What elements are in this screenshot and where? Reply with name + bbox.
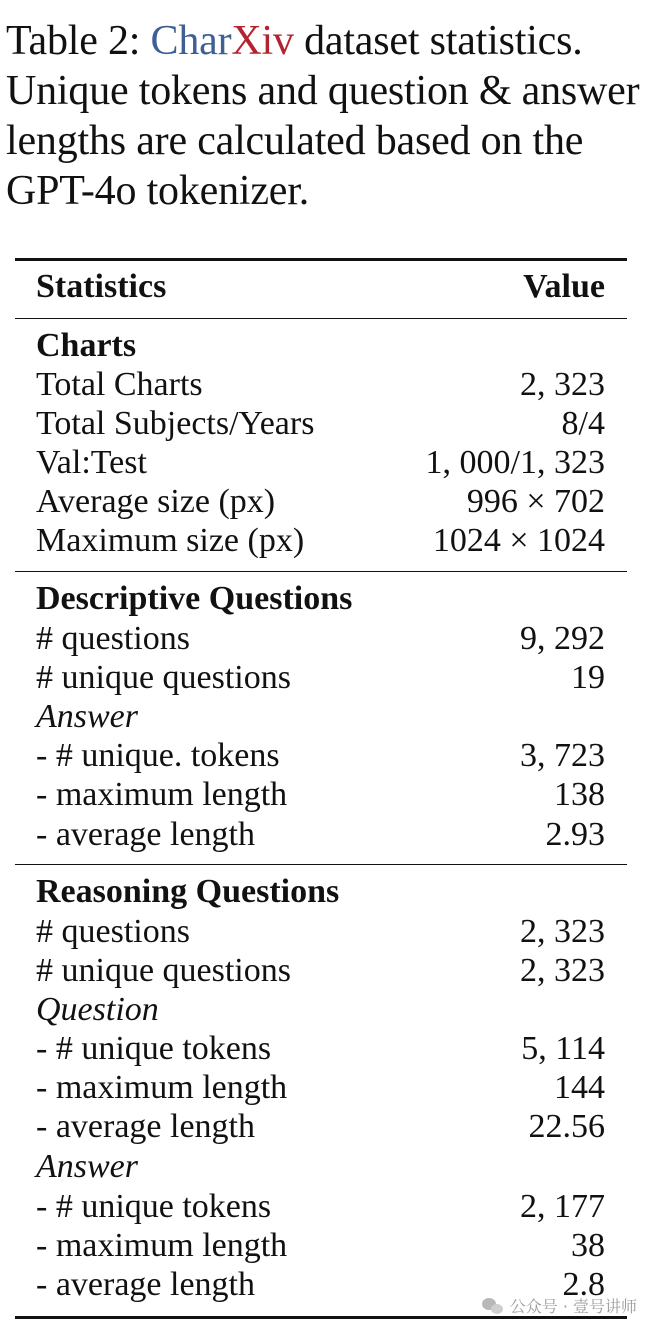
table-row: Maximum size (px) 1024 × 1024 bbox=[36, 522, 605, 559]
table-row: - average length 2.8 bbox=[36, 1266, 605, 1303]
header-value: Value bbox=[523, 268, 605, 305]
table-row: - # unique tokens 5, 114 bbox=[36, 1030, 605, 1067]
table-row: - average length 2.93 bbox=[36, 816, 605, 853]
reasoning-answer-heading: Answer bbox=[36, 1148, 138, 1185]
section-rule bbox=[15, 864, 627, 865]
table-row: # questions 9, 292 bbox=[36, 620, 605, 657]
wechat-icon bbox=[482, 1297, 504, 1315]
section-reasoning-title: Reasoning Questions bbox=[36, 873, 340, 910]
watermark bbox=[482, 1294, 637, 1317]
table-row: - # unique. tokens 3, 723 bbox=[36, 737, 605, 774]
table-row: - average length 22.56 bbox=[36, 1108, 605, 1145]
caption-prefix: Table 2: bbox=[6, 18, 151, 64]
table-row: Total Charts 2, 323 bbox=[36, 366, 605, 403]
table-header-row bbox=[36, 268, 605, 306]
table-row: - maximum length 138 bbox=[36, 776, 605, 813]
charxiv-name-xiv: Xiv bbox=[231, 18, 294, 64]
section-descriptive-title: Descriptive Questions bbox=[36, 580, 353, 617]
charxiv-name-char: Char bbox=[150, 18, 232, 64]
reasoning-question-heading: Question bbox=[36, 991, 159, 1028]
section-rule bbox=[15, 571, 627, 572]
descriptive-answer-heading: Answer bbox=[36, 698, 138, 735]
table-row: - maximum length 144 bbox=[36, 1069, 605, 1106]
table-row: - # unique tokens 2, 177 bbox=[36, 1188, 605, 1225]
header-statistics: Statistics bbox=[36, 268, 167, 305]
table-row: # unique questions 2, 323 bbox=[36, 952, 605, 989]
table-caption bbox=[6, 16, 652, 216]
table-row: # questions 2, 323 bbox=[36, 913, 605, 950]
watermark-text: 公众号 · 壹号讲师 bbox=[509, 1297, 637, 1316]
table-row: Val:Test 1, 000/1, 323 bbox=[36, 444, 605, 481]
table-row: - maximum length 38 bbox=[36, 1227, 605, 1264]
table-row: Total Subjects/Years 8/4 bbox=[36, 405, 605, 442]
charxiv-name bbox=[151, 18, 294, 64]
table-row: # unique questions 19 bbox=[36, 659, 605, 696]
section-charts-title: Charts bbox=[36, 327, 137, 364]
table-top-rule bbox=[15, 258, 627, 261]
header-rule bbox=[15, 318, 627, 319]
caption-text: dataset statistics. Unique tokens and question & answer lengths are calculated based on the GPT-4o tokenizer. bbox=[6, 18, 640, 214]
table-row: Average size (px) 996 × 702 bbox=[36, 483, 605, 520]
